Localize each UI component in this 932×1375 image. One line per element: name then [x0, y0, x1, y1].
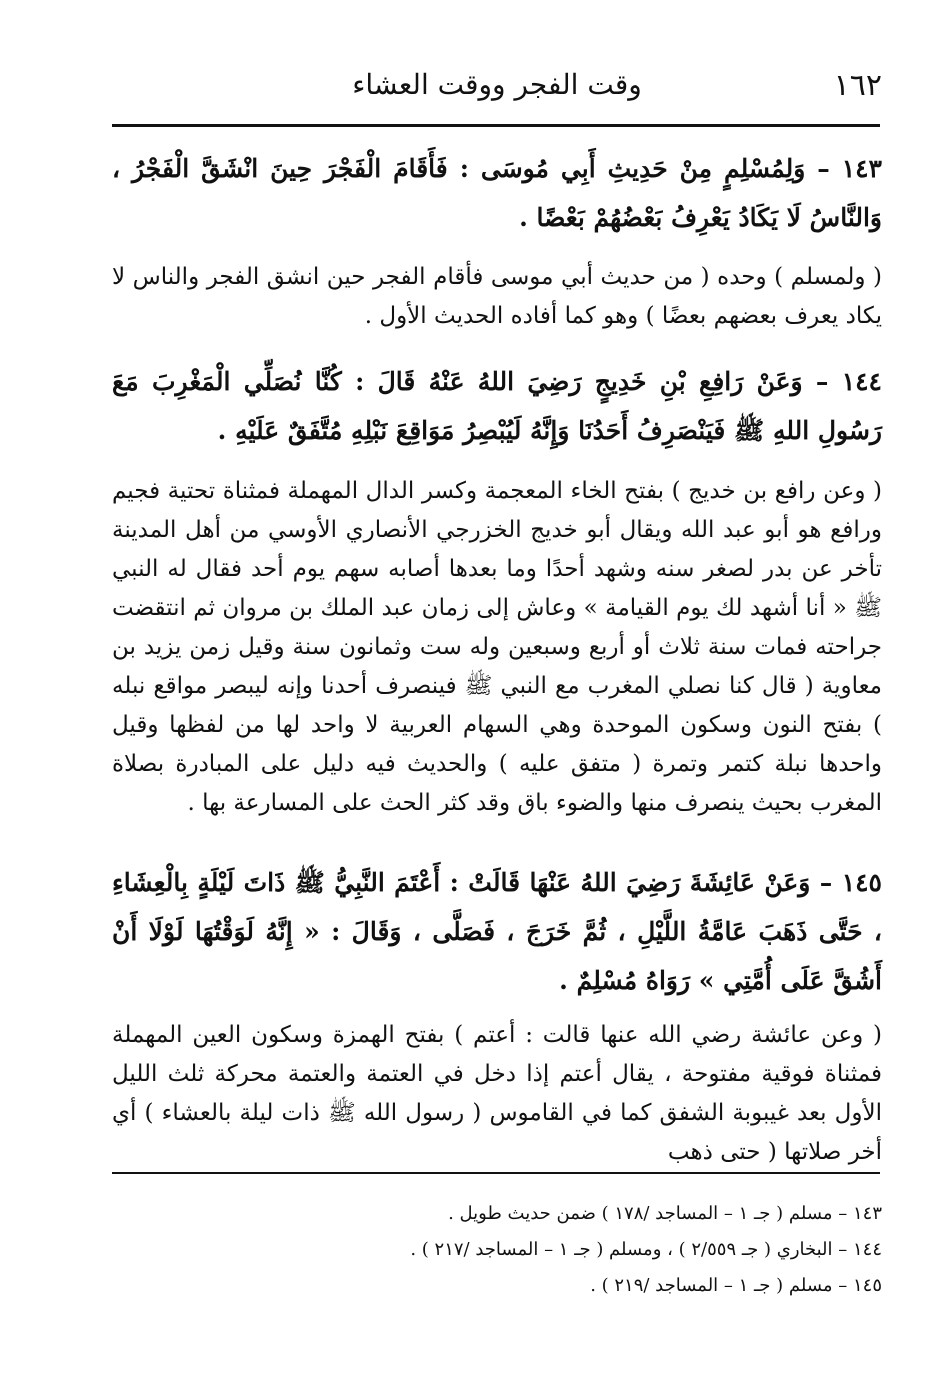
page-number: ١٦٢ [833, 68, 882, 103]
hadith-144: ١٤٤ – وَعَنْ رَافِعِ بْنِ خَدِيجٍ رَضِيَ اللهُ عَنْهُ قَالَ : كُنَّا نُصَلِّي الْمَغْرِبَ مَعَ رَسُولِ اللهِ ﷺ فَيَنْصَرِفُ أَحَدُنَا وَإِنَّهُ لَيُبْصِرُ مَوَاقِعَ نَبْلِهِ مُتَّفَقٌ عَلَيْهِ . [112, 367, 882, 445]
commentary-143: ( ولمسلم ) وحده ( من حديث أبي موسى فأقام الفجر حين انشق الفجر والناس لا يكاد يعرف بعضهم بعضًا ) وهو كما أفاده الحديث الأول . [112, 264, 882, 329]
footnote-145: ١٤٥ – مسلم ( جـ ١ – المساجد /٢١٩ ) . [590, 1275, 882, 1296]
hadith-145: ١٤٥ – وَعَنْ عَائِشَةَ رَضِيَ اللهُ عَنْهَا قَالَتْ : أَعْتَمَ النَّبِيُّ ﷺ ذَاتَ لَيْلَةٍ بِالْعِشَاءِ ، حَتَّى ذَهَبَ عَامَّةُ اللَّيْلِ ، ثُمَّ خَرَجَ ، فَصَلَّى ، وَقَالَ : « إِنَّهُ لَوَقْتُهَا لَوْلَا أَنْ أَشُقَّ عَلَى أُمَّتِي » رَوَاهُ مُسْلِمٌ . [112, 868, 882, 995]
footnote-143: ١٤٣ – مسلم ( جـ ١ – المساجد /١٧٨ ) ضمن حديث طويل . [448, 1203, 882, 1224]
commentary-144: ( وعن رافع بن خديج ) بفتح الخاء المعجمة وكسر الدال المهملة فمثناة تحتية فجيم ورافع هو أبو عبد الله ويقال أبو خديج الخزرجي الأنصاري الأوسي من أهل المدينة تأخر عن بدر لصغر سنه وشهد أحدًا وما بعدها أصابه سهم يوم أحد فقال له النبي ﷺ « أنا أشهد لك يوم القيامة » وعاش إلى زمان عبد الملك بن مروان ثم انتقضت جراحته فمات سنة ثلاث أو أربع وسبعين وله ست وثمانون سنة وقيل زمن يزيد بن معاوية ( قال كنا نصلي المغرب مع النبي ﷺ فينصرف أحدنا وإنه ليبصر مواقع نبله ) بفتح النون وسكون الموحدة وهي السهام العربية لا واحد لها من لفظها وقيل واحدها نبلة كتمر وتمرة ( متفق عليه ) والحديث فيه دليل على المبادرة بصلاة المغرب بحيث ينصرف منها والضوء باق وقد كثر الحث على المسارعة بها . [112, 478, 882, 816]
commentary-145: ( وعن عائشة رضي الله عنها قالت : أعتم ) بفتح الهمزة وسكون العين المهملة فمثناة فوقية مفتوحة ، يقال أعتم إذا دخل في العتمة والعتمة محركة ثلث الليل الأول بعد غيبوبة الشفق كما في القاموس ( رسول الله ﷺ ذات ليلة بالعشاء ) أي أخر صلاتها ( حتى ذهب [112, 1022, 883, 1165]
footnotes [112, 1196, 882, 1304]
hadith-143: ١٤٣ – وَلِمُسْلِمٍ مِنْ حَدِيثِ أَبِي مُوسَى : فَأَقَامَ الْفَجْرَ حِينَ انْشَقَّ الْفَجْرُ ، وَالنَّاسُ لَا يَكَادُ يَعْرِفُ بَعْضُهُمْ بَعْضًا . [112, 154, 882, 232]
running-title: وقت الفجر ووقت العشاء [352, 68, 642, 101]
footnote-144: ١٤٤ – البخاري ( جـ ٢/٥٥٩ ) ، ومسلم ( جـ ١ – المساجد /٢١٧ ) . [410, 1239, 882, 1260]
footnote-rule [112, 1172, 880, 1174]
page-header [112, 68, 882, 118]
header-rule [112, 124, 880, 127]
